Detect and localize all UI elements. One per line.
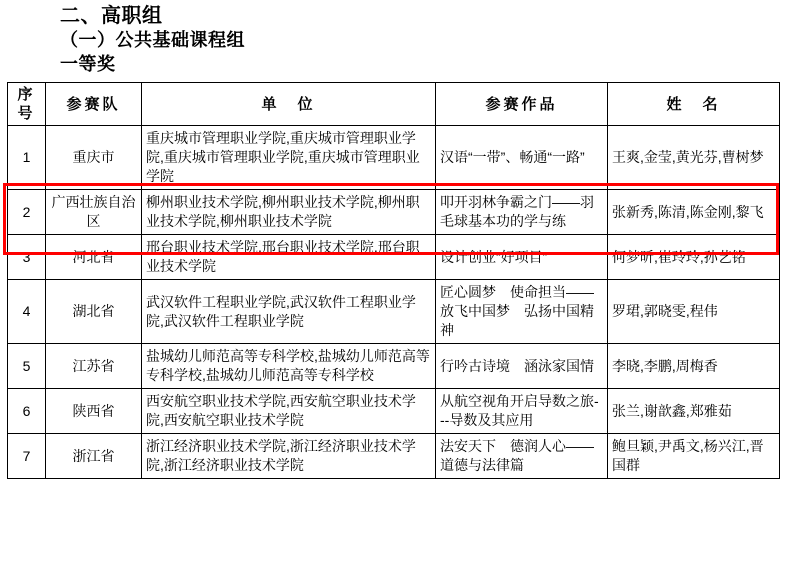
column-header-name: 姓 名 [608, 83, 780, 126]
table-row [8, 344, 780, 389]
cell-work: 设计创业“好项目” [436, 235, 608, 280]
heading-block [0, 0, 787, 76]
cell-unit: 武汉软件工程职业学院,武汉软件工程职业学院,武汉软件工程职业学院 [142, 280, 436, 344]
table-row [8, 389, 780, 434]
table-row [8, 434, 780, 479]
heading-award-level: 一等奖 [60, 54, 116, 74]
column-header-unit: 单 位 [142, 83, 436, 126]
heading-section: 二、高职组 [60, 5, 163, 27]
cell-no: 2 [8, 190, 46, 235]
cell-work: 汉语“一带”、畅通“一路” [436, 126, 608, 190]
cell-work: 行吟古诗境 涵泳家国情 [436, 344, 608, 389]
award-table [7, 82, 780, 479]
table-row-highlighted [8, 190, 780, 235]
cell-team: 重庆市 [46, 126, 142, 190]
cell-unit: 邢台职业技术学院,邢台职业技术学院,邢台职业技术学院 [142, 235, 436, 280]
award-table-wrap [7, 82, 779, 479]
column-header-no: 序号 [8, 83, 46, 126]
cell-no: 4 [8, 280, 46, 344]
cell-unit: 西安航空职业技术学院,西安航空职业技术学院,西安航空职业技术学院 [142, 389, 436, 434]
cell-work: 法安天下 德润人心——道德与法律篇 [436, 434, 608, 479]
cell-unit: 重庆城市管理职业学院,重庆城市管理职业学院,重庆城市管理职业学院,重庆城市管理职业学院 [142, 126, 436, 190]
cell-name: 罗珺,郭晓雯,程伟 [608, 280, 780, 344]
cell-name: 何梦昕,崔玲玲,孙艺铭 [608, 235, 780, 280]
cell-team: 河北省 [46, 235, 142, 280]
cell-name: 李晓,李鹏,周梅香 [608, 344, 780, 389]
cell-work: 从航空视角开启导数之旅---导数及其应用 [436, 389, 608, 434]
cell-name: 张兰,谢歆鑫,郑雅茹 [608, 389, 780, 434]
cell-unit: 柳州职业技术学院,柳州职业技术学院,柳州职业技术学院,柳州职业技术学院 [142, 190, 436, 235]
cell-work: 叩开羽林争霸之门——羽毛球基本功的学与练 [436, 190, 608, 235]
cell-name: 鲍旦颖,尹禹文,杨兴江,晋国群 [608, 434, 780, 479]
table-row [8, 235, 780, 280]
cell-team: 陕西省 [46, 389, 142, 434]
cell-no: 5 [8, 344, 46, 389]
cell-team: 浙江省 [46, 434, 142, 479]
cell-unit: 浙江经济职业技术学院,浙江经济职业技术学院,浙江经济职业技术学院 [142, 434, 436, 479]
cell-team: 广西壮族自治区 [46, 190, 142, 235]
cell-unit: 盐城幼儿师范高等专科学校,盐城幼儿师范高等专科学校,盐城幼儿师范高等专科学校 [142, 344, 436, 389]
table-row [8, 280, 780, 344]
cell-no: 3 [8, 235, 46, 280]
column-header-work: 参赛作品 [436, 83, 608, 126]
cell-team: 湖北省 [46, 280, 142, 344]
cell-name: 张新秀,陈清,陈金刚,黎飞 [608, 190, 780, 235]
cell-no: 6 [8, 389, 46, 434]
cell-team: 江苏省 [46, 344, 142, 389]
cell-work: 匠心圆梦 使命担当——放飞中国梦 弘扬中国精神 [436, 280, 608, 344]
table-header-row [8, 83, 780, 126]
cell-name: 王爽,金莹,黄光芬,曹树梦 [608, 126, 780, 190]
table-row [8, 126, 780, 190]
column-header-team: 参赛队 [46, 83, 142, 126]
heading-subsection: （一）公共基础课程组 [60, 30, 245, 50]
cell-no: 7 [8, 434, 46, 479]
cell-no: 1 [8, 126, 46, 190]
